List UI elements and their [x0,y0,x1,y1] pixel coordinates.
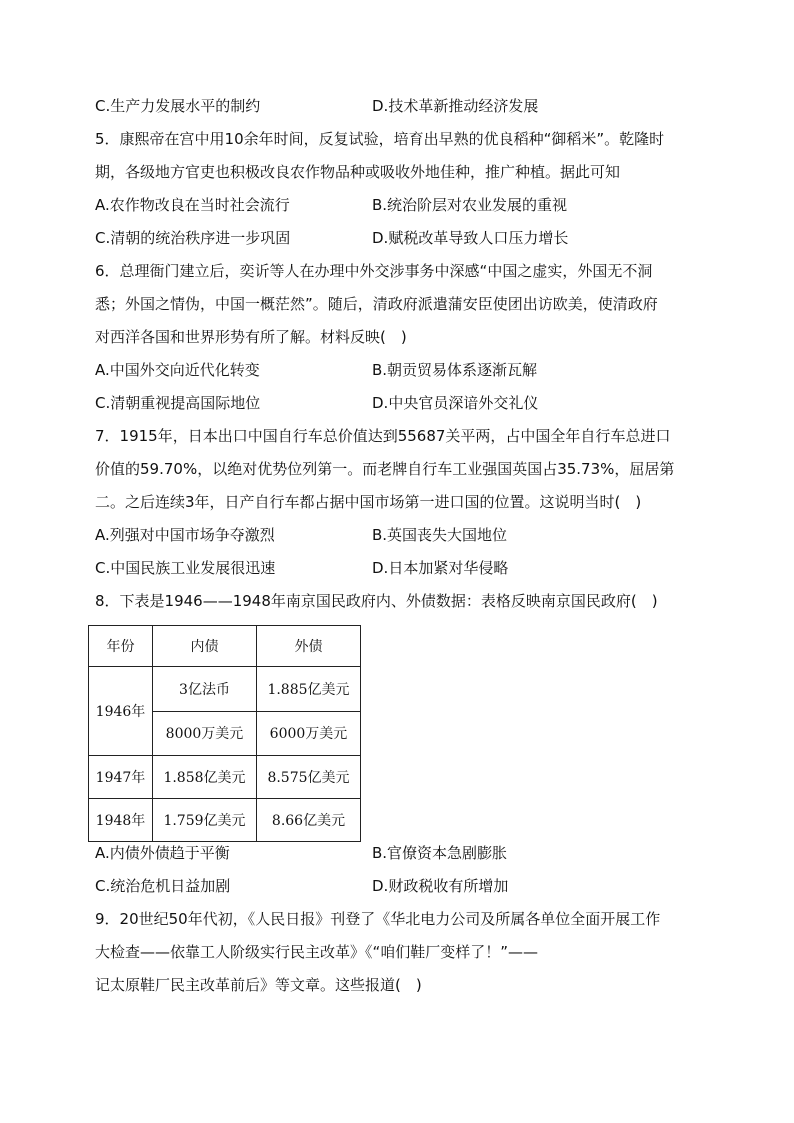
option-d: D.财政税收有所增加 [372,877,509,895]
debt-table [88,625,361,842]
table-cell-internal: 1.759亿美元 [153,799,257,842]
option-b: B.朝贡贸易体系逐渐瓦解 [372,361,538,379]
question-9-stem-line: 9．20世纪50年代初，《人民日报》刊登了《华北电力公司及所属各单位全面开展工作 [95,910,661,928]
option-c: C.中国民族工业发展很迅速 [95,559,276,577]
table-cell-internal: 3亿法币 [153,667,257,712]
option-d: D.技术革新推动经济发展 [372,97,539,115]
option-d: D.中央官员深谙外交礼仪 [372,394,539,412]
table-header-year: 年份 [89,626,153,667]
option-b: B.英国丧失大国地位 [372,526,508,544]
question-6-stem-line: 对西洋各国和世界形势有所了解。材料反映( ) [95,328,407,346]
table-header-internal: 内债 [153,626,257,667]
table-row [89,756,361,799]
option-c: C.统治危机日益加剧 [95,877,231,895]
table-row [89,799,361,842]
question-7-stem-line: 7．1915年，日本出口中国自行车总价值达到55687关平两，占中国全年自行车总进口 [95,427,671,445]
table-cell-year: 1947年 [89,756,153,799]
table-cell-external: 8.575亿美元 [257,756,361,799]
table-cell-internal: 8000万美元 [153,711,257,756]
question-9-stem-line: 记太原鞋厂民主改革前后》等文章。这些报道( ) [95,976,422,994]
option-b: B.统治阶层对农业发展的重视 [372,196,568,214]
table-cell-external: 1.885亿美元 [257,667,361,712]
question-6-stem-line: 悉；外国之情伪，中国一概茫然”。随后，清政府派遣蒲安臣使团出访欧美，使清政府 [95,295,658,313]
question-5-stem-line: 期，各级地方官吏也积极改良农作物品种或吸收外地佳种，推广种植。据此可知 [95,163,621,181]
question-7-stem-line: 二。之后连续3年，日产自行车都占据中国市场第一进口国的位置。这说明当时( ) [95,493,642,511]
question-8-stem: 8．下表是1946——1948年南京国民政府内、外债数据：表格反映南京国民政府( ) [95,592,658,610]
table-row [89,667,361,712]
table-header-external: 外债 [257,626,361,667]
option-d: D.赋税改革导致人口压力增长 [372,229,569,247]
option-a: A.中国外交向近代化转变 [95,361,260,379]
option-c: C.清朝重视提高国际地位 [95,394,261,412]
table-cell-internal: 1.858亿美元 [153,756,257,799]
option-d: D.日本加紧对华侵略 [372,559,509,577]
option-a: A.列强对中国市场争夺激烈 [95,526,275,544]
table-cell-year: 1946年 [89,667,153,756]
option-a: A.内债外债趋于平衡 [95,844,230,862]
question-9-stem-line: 大检查——依靠工人阶级实行民主改革》《“咱们鞋厂变样了！”—— [95,943,539,961]
question-7-stem-line: 价值的59.70%，以绝对优势位列第一。而老牌自行车工业强国英国占35.73%，屈居第 [95,460,675,478]
table-cell-external: 6000万美元 [257,711,361,756]
question-5-stem-line: 5．康熙帝在宫中用10余年时间，反复试验，培育出早熟的优良稻种“御稻米”。乾隆时 [95,130,665,148]
option-b: B.官僚资本急剧膨胀 [372,844,508,862]
option-c: C.清朝的统治秩序进一步巩固 [95,229,291,247]
option-c: C.生产力发展水平的制约 [95,97,261,115]
table-cell-external: 8.66亿美元 [257,799,361,842]
option-a: A.农作物改良在当时社会流行 [95,196,290,214]
table-header-row [89,626,361,667]
question-6-stem-line: 6．总理衙门建立后，奕䜣等人在办理中外交涉事务中深感“中国之虚实，外国无不洞 [95,262,653,280]
table-cell-year: 1948年 [89,799,153,842]
